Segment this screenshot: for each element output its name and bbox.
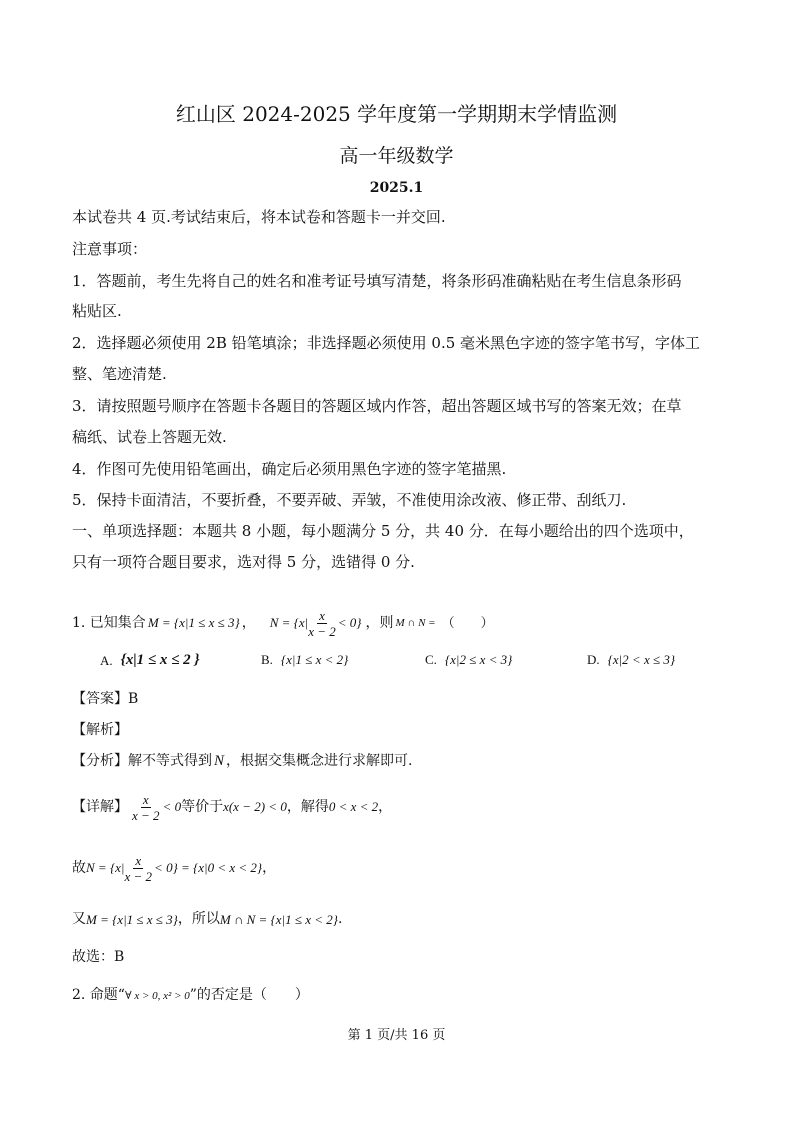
gu-text: 故	[72, 859, 86, 876]
analysis-label: 【解析】	[72, 722, 128, 738]
analysis-summary	[72, 752, 412, 771]
set-n	[270, 608, 362, 639]
you-text: 又	[72, 911, 86, 927]
gu-left: N = {x|	[86, 860, 125, 875]
question-2-suffix: ”的否定是（ ）	[189, 987, 309, 1003]
detail-product: x(x − 2) < 0	[223, 799, 287, 814]
notice-item-2-cont: 整、笔迹清楚.	[72, 365, 167, 383]
option-c-text: {x|2 ≤ x < 3}	[444, 652, 513, 667]
fraction-numerator: x	[319, 607, 325, 623]
notice-label: 注意事项：	[72, 240, 148, 258]
notice-item-1-cont: 粘贴区.	[72, 302, 122, 320]
intro-line: 本试卷共 4 页.考试结束后，将本试卷和答题卡一并交回.	[72, 208, 446, 226]
gu-fraction	[125, 853, 153, 884]
detail-line-2	[72, 846, 276, 890]
fenxi-text-a: 解不等式得到	[128, 753, 212, 769]
notice-item-2: 2．选择题必须使用 2B 铅笔填涂；非选择题必须使用 0.5 毫米黑色字迹的签字笔书写，字体工	[72, 334, 701, 352]
detail-line-3	[72, 910, 342, 929]
section-heading: 一、单项选择题：本题共 8 小题，每小题满分 5 分，共 40 分．在每小题给出的四个选项中，	[72, 522, 694, 540]
question-2-prefix: 2. 命题“	[72, 987, 125, 1003]
fenxi-n: N	[214, 753, 225, 769]
detail-fraction-numerator: x	[142, 791, 149, 807]
notice-item-4: 4．作图可先使用铅笔画出，确定后必须用黑色字迹的签字笔描黑.	[72, 460, 507, 478]
option-a	[100, 652, 200, 669]
intersection-expr: M ∩ N =	[395, 617, 436, 629]
option-d-label: D.	[587, 652, 600, 667]
fraction-denominator: x − 2	[308, 623, 336, 639]
answer-blank: （ ）	[441, 615, 494, 631]
set-n-right: < 0}	[337, 615, 362, 630]
set-n-left: N = {x|	[269, 615, 309, 630]
notice-item-3-cont: 稿纸、试卷上答题无效.	[72, 428, 227, 446]
gu-end: ，	[262, 859, 277, 876]
question-2-expr: ∀ x > 0, x² > 0	[124, 990, 190, 1002]
option-c-label: C.	[425, 652, 437, 667]
option-a-text: {x|1 ≤ x ≤ 2 }	[120, 652, 200, 668]
detail-end: ，	[378, 798, 393, 815]
page-footer: 第 1 页/共 16 页	[347, 1028, 446, 1043]
detail-label: 【详解】	[72, 798, 128, 815]
detail-inequality: < 0	[162, 799, 182, 814]
notice-item-3: 3．请按照题号顺序在答题卡各题目的答题区域内作答，超出答题区域书写的答案无效；在草	[72, 397, 682, 415]
detail-line-1	[72, 786, 392, 828]
answer-value: B	[128, 691, 139, 707]
fraction	[308, 608, 336, 639]
notice-item-1: 1．答题前，考生先将自己的姓名和准考证号填写清楚，将条形码准确粘贴在考生信息条形码	[72, 272, 682, 290]
you-set-m: M = {x|1 ≤ x ≤ 3}	[86, 911, 178, 927]
detail-solve: ，解得	[286, 798, 329, 815]
page-title: 红山区 2024-2025 学年度第一学期期末学情监测	[175, 102, 618, 126]
answer	[72, 690, 138, 709]
result-dot: .	[337, 911, 343, 927]
option-d	[587, 652, 675, 668]
detail-equiv: 等价于	[181, 798, 224, 815]
answer-label: 【答案】	[72, 691, 128, 707]
option-b-text: {x|1 ≤ x < 2}	[280, 652, 349, 667]
exam-date: 2025.1	[369, 180, 424, 196]
section-heading-cont: 只有一项符合题目要求，选对得 5 分，选错得 0 分.	[72, 553, 415, 571]
fenxi-label: 【分析】	[72, 753, 128, 769]
detail-fraction	[132, 792, 160, 823]
comma: ，	[241, 614, 256, 631]
option-a-label: A.	[100, 652, 113, 668]
gu-fraction-numerator: x	[135, 852, 142, 868]
suoyi-text: ，所以	[177, 911, 220, 927]
option-b-label: B.	[261, 652, 273, 667]
notice-item-5: 5．保持卡面清洁，不要折叠，不要弄破、弄皱，不准使用涂改液、修正带、刮纸刀.	[72, 491, 627, 509]
choose-line: 故选：B	[72, 949, 125, 965]
question-1-prefix: 1. 已知集合	[72, 614, 146, 631]
detail-range: 0 < x < 2	[328, 799, 379, 814]
set-m: M = {x|1 ≤ x ≤ 3}	[147, 615, 240, 630]
detail-fraction-denominator: x − 2	[132, 807, 160, 823]
fenxi-text-b: ，根据交集概念进行求解即可.	[226, 753, 413, 769]
gu-right: < 0} = {x|0 < x < 2}	[154, 860, 263, 875]
question-2	[72, 986, 309, 1005]
gu-fraction-denominator: x − 2	[124, 868, 153, 884]
option-c	[425, 652, 512, 668]
then-text: ，则	[365, 614, 394, 631]
option-d-text: {x|2 < x ≤ 3}	[607, 652, 676, 667]
option-b	[261, 652, 348, 668]
question-1	[72, 598, 494, 648]
page-subtitle: 高一年级数学	[339, 145, 454, 167]
result-expr: M ∩ N = {x|1 ≤ x < 2}	[219, 911, 338, 927]
